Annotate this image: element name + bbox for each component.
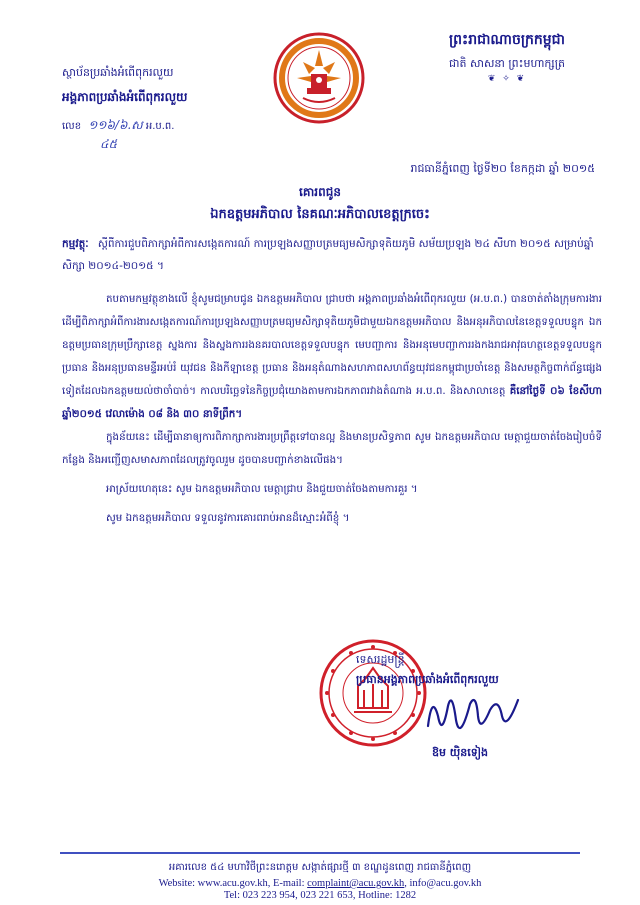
kingdom-header	[412, 30, 602, 84]
agency-header	[62, 66, 252, 154]
ref-number: ១១៦/៦.ស	[88, 118, 143, 132]
footer-phones	[0, 890, 640, 901]
hotline-label: Hotline:	[358, 890, 393, 901]
paragraph-4: សូម ឯកឧត្តមអភិបាល ទទួលនូវការគោរពរាប់អានដ៏ស្មោះអំពីខ្ញុំ ។	[106, 512, 350, 524]
subject-text: ស្តីពីការជួបពិភាក្សាអំពីការសង្កេតការណ៍ ការប្រឡងសញ្ញាបត្រមធ្យមសិក្សាទុតិយភូមិ សម័យប្រឡង ២៤ សីហា ២០១៥ សម្រាប់ឆ្នាំសិក្សា ២០១៤-២០១៥ ។	[62, 238, 594, 272]
kingdom-motto: ជាតិ សាសនា ព្រះមហាក្សត្រ	[449, 57, 565, 70]
footer	[0, 852, 640, 901]
ref-prefix: លេខ	[62, 121, 82, 132]
paragraph-1	[62, 288, 602, 426]
email-label: E-mail:	[273, 878, 305, 889]
salutation: គោរពជូន	[299, 185, 341, 199]
tel-label: Tel:	[223, 890, 240, 901]
signer-rank: ទេសរដ្ឋមន្ត្រី	[356, 653, 405, 666]
footer-address: អគារលេខ ៥៤ មហាវិថីព្រះនរោត្តម សង្កាត់ផ្សារថ្មី ៣ ខណ្ឌដូនពេញ រាជធានីភ្នំពេញ	[168, 862, 472, 873]
ref-suffix: អ.ប.ព.	[145, 121, 175, 132]
footer-contacts: Website: www.acu.gov.kh, E-mail: complaint@acu.gov.kh, info@acu.gov.kh	[158, 878, 482, 889]
unit-name: អង្គភាពប្រឆាំងអំពើពុករលួយ	[62, 90, 188, 104]
handwritten-signature	[418, 686, 528, 746]
footer-divider	[60, 852, 580, 854]
kingdom-title: ព្រះរាជាណាចក្រកម្ពុជា	[448, 32, 565, 48]
meeting-datetime: គឺនៅថ្ងៃទី ០៦ ខែសីហា ឆ្នាំ២០១៥ វេលាម៉ោង ០៨ និង ៣០ នាទីព្រឹក។	[62, 385, 602, 420]
paragraph-2: ក្នុងន័យនេះ ដើម្បីធានាឲ្យការពិភាក្សាការងារប្រព្រឹត្តទៅបានល្អ និងមានប្រសិទ្ធភាព សូម ឯកឧត្តមអភិបាល មេត្តាជួយចាត់ចែងរៀបចំទីកន្លែង និងអញ្ជើញសមាសភាពដែលត្រូវចូលរួម ដូចបានបញ្ជាក់ខាងលើផង។	[62, 431, 602, 466]
email-complaint-link[interactable]: complaint@acu.gov.kh	[307, 878, 405, 889]
website-link[interactable]: www.acu.gov.kh	[197, 878, 268, 889]
date-line: រាជធានីភ្នំពេញ ថ្ងៃទី២០ ខែកក្កដា ឆ្នាំ ២០១៥	[410, 162, 595, 175]
recipient: ឯកឧត្តមអភិបាល នៃគណៈអភិបាលខេត្តក្រចេះ	[210, 207, 430, 222]
website-label: Website:	[158, 878, 196, 889]
subject-label: កម្មវត្ថុៈ	[62, 238, 89, 250]
ornament-divider: ❦ ✧ ❦	[487, 74, 527, 84]
signer-position: ប្រធានអង្គភាពប្រឆាំងអំពើពុករលួយ	[356, 673, 499, 686]
signature-title	[356, 650, 499, 690]
ref-handwritten: ៤៥	[100, 137, 117, 151]
hotline-number: 1282	[395, 890, 417, 901]
paragraph-1-text: តបតាមកម្មវត្ថុខាងលើ ខ្ញុំសូមជម្រាបជូន ឯកឧត្តមអភិបាល ជ្រាបថា អង្គភាពប្រឆាំងអំពើពុករលួយ (អ.ប.ព.) បានចាត់តាំងក្រុមការងារដើម្បីពិភាក្សាអំពីការងារសង្កេតការណ៍ការប្រឡងសញ្ញាបត្រមធ្យមសិក្សាទុតិយភូមិជាមួយឯកឧត្តមអភិបាល និងអនុអភិបាលនៃខេត្តទទួលបន្ទុក ឯកឧត្តមប្រធានក្រុមប្រឹក្សាខេត្ត ស្នងការ និងស្នងការរងនគរបាលខេត្តទទួលបន្ទុក មេបញ្ជាការ និងអនុមេបញ្ជាការរងកងរាជអាវុធហត្ថខេត្តទទួលបន្ទុក ប្រធាន និងអនុប្រធានមន្ទីរអប់រំ យុវជន និងកីឡាខេត្ត ប្រធាន និងអនុតំណាងសហភាពសហព័ន្ធយុវជនកម្ពុជាប្រចាំខេត្ត និងសមត្ថកិច្ចពាក់ព័ន្ធផ្សេងទៀតដែលឯកឧត្តមយល់ថាចាំបាច់។ កាលបរិច្ឆេទនៃកិច្ចប្រជុំយោងតាមការឯកភាពរវាងតំណាង អ.ប.ព. និងសាលាខេត្ត	[62, 293, 602, 397]
tel-numbers: 023 223 954, 023 221 653,	[242, 890, 356, 901]
subject	[62, 233, 602, 277]
reference-number	[62, 117, 252, 135]
institution-name: ស្ថាប័នប្រឆាំងអំពើពុករលួយ	[62, 66, 174, 79]
signer-name: ឱម យ៉ិនទៀង	[432, 746, 488, 759]
email-info-link[interactable]: info@acu.gov.kh	[409, 878, 482, 889]
agency-seal-emblem	[273, 32, 365, 124]
letter-body	[62, 288, 602, 530]
paragraph-3: អាស្រ័យហេតុនេះ សូម ឯកឧត្តមអភិបាល មេត្តាជ្រាប និងជួយចាត់ចែងតាមការគួរ ។	[106, 483, 418, 495]
